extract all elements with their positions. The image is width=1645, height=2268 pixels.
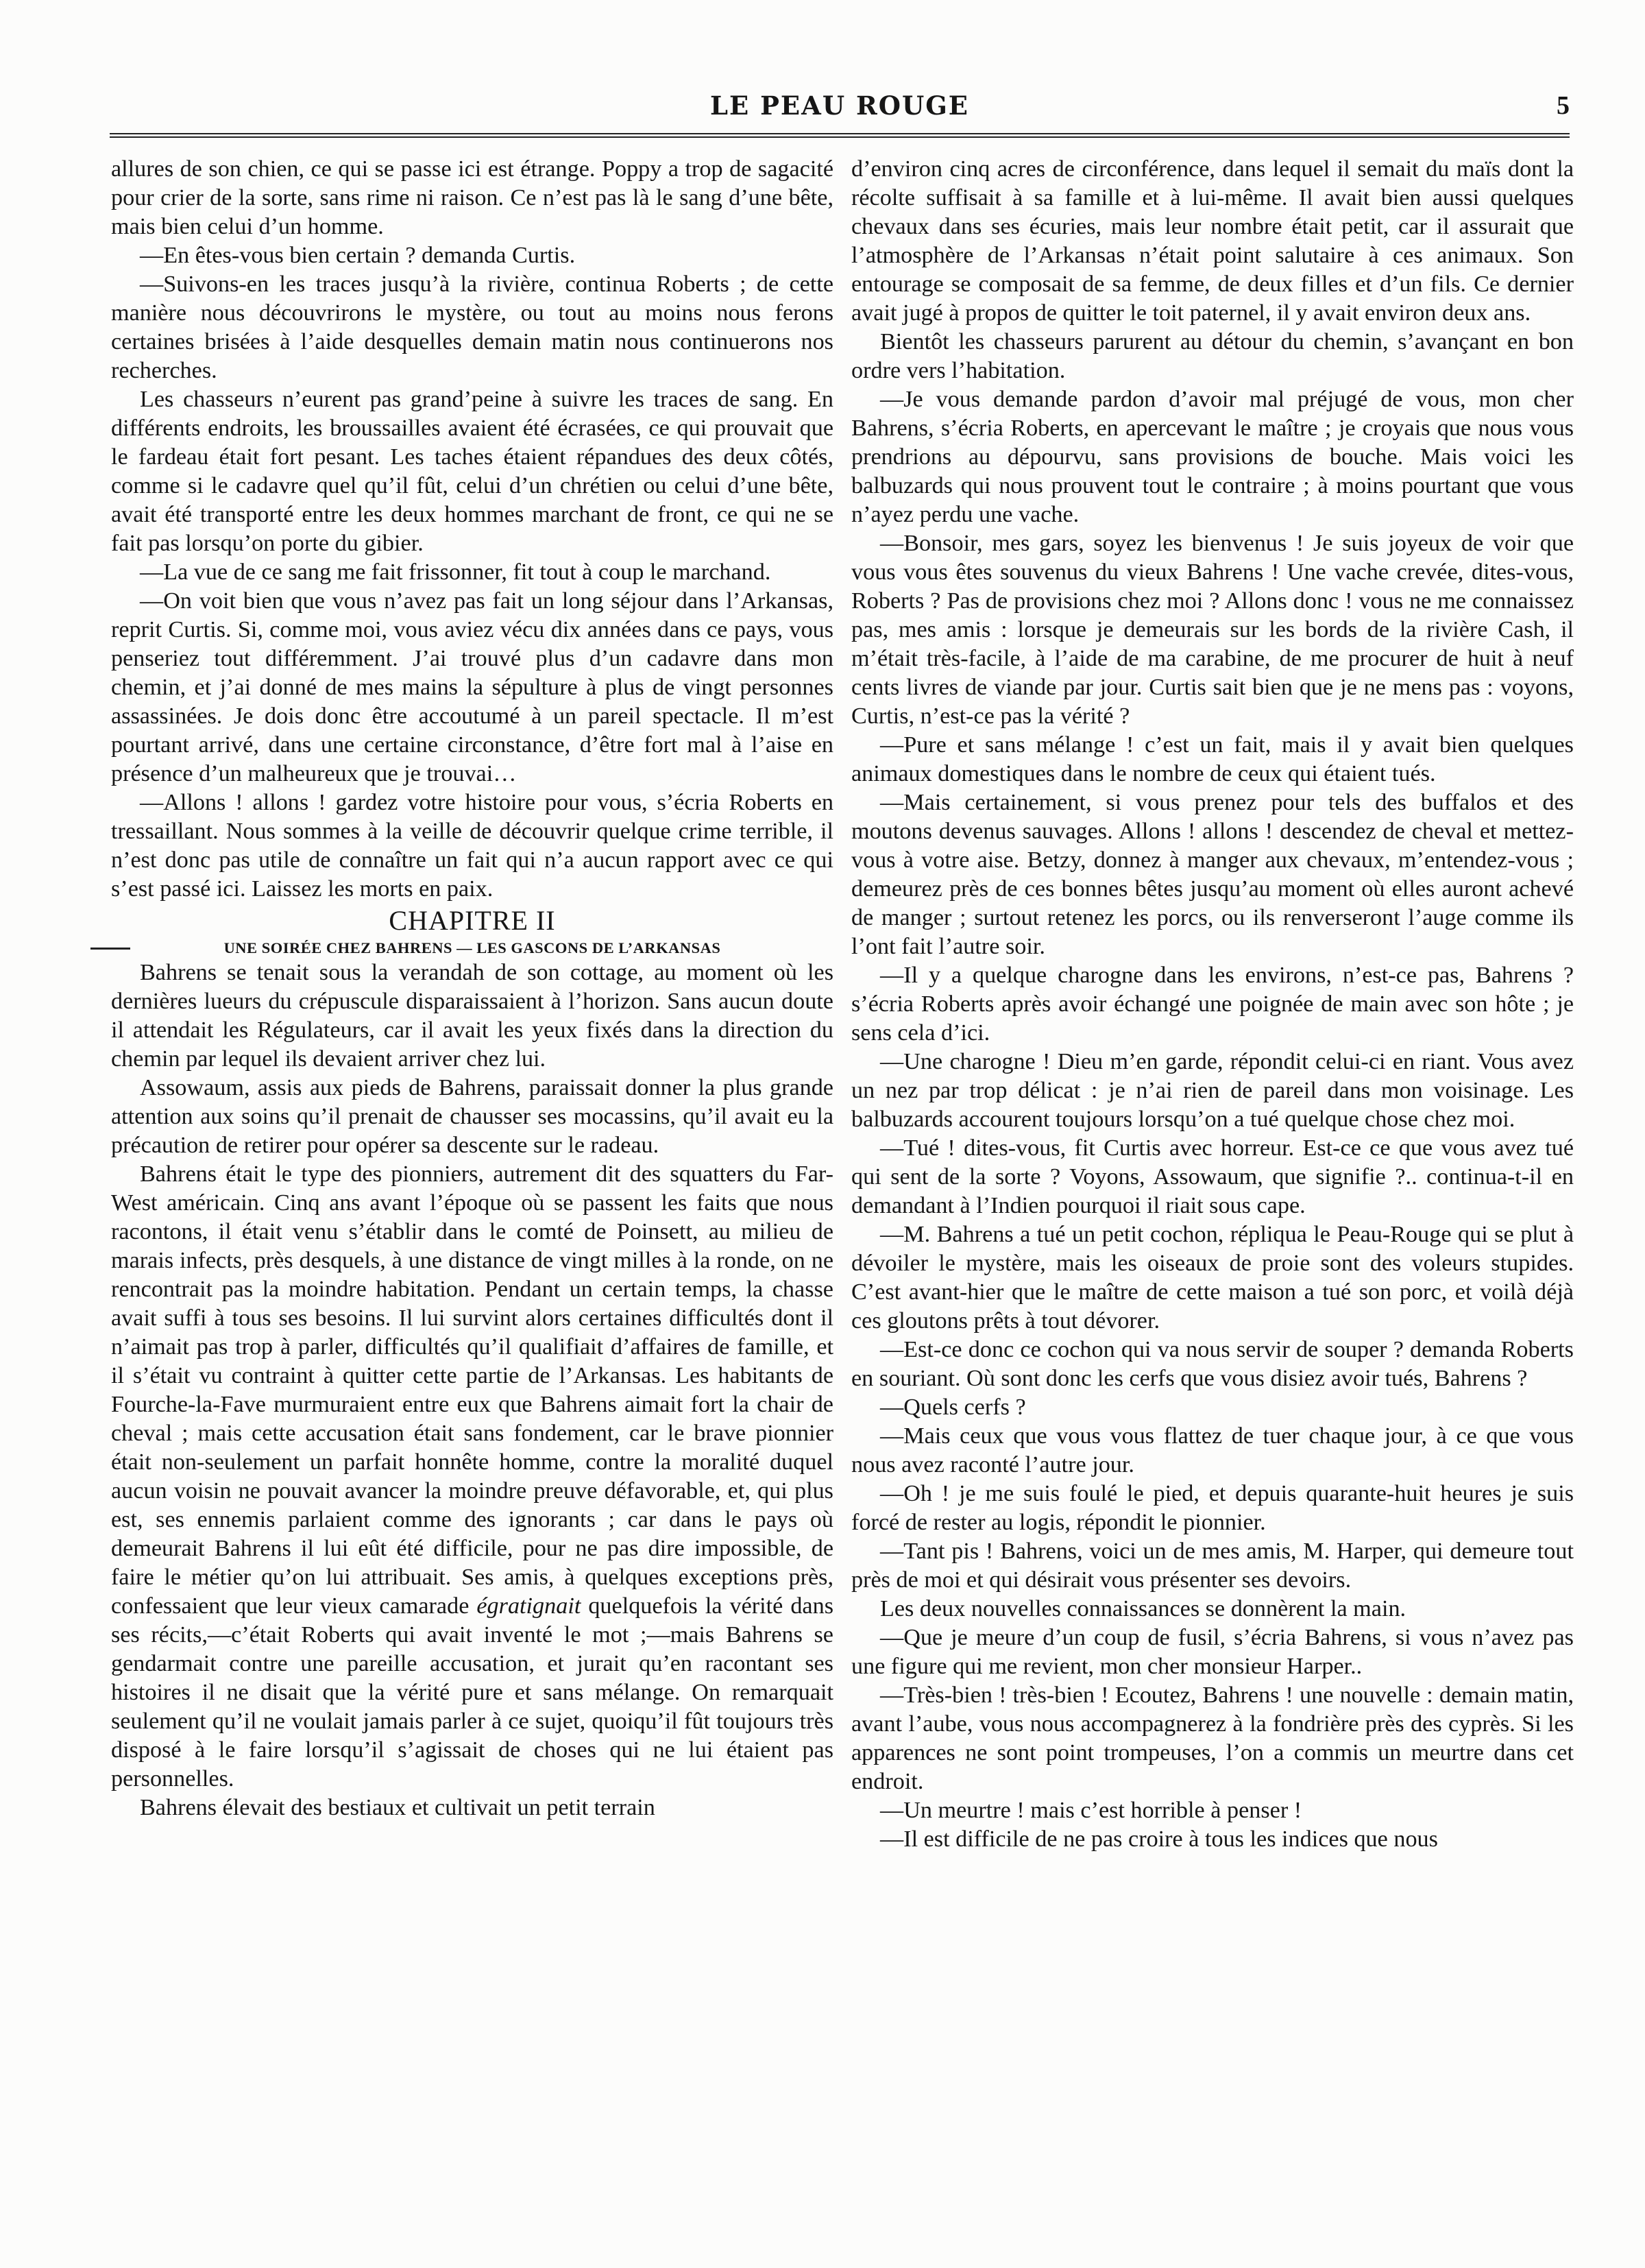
paragraph: —Mais certainement, si vous prenez pour tels des buffalos et des moutons devenus sauvages. Allons ! allons ! descendez de cheval et mettez-vous à votre aise. Betzy, donnez à manger aux chevaux, m’entendez-vous ; demeurez près de ces bonnes bêtes jusqu’au moment où elles auront achevé de manger ; surtout retenez les porcs, ou ils renverseront l’auge comme ils l’ont fait l’autre soir.	[851, 790, 1574, 959]
italic-word: égratignait	[476, 1593, 581, 1619]
paragraph: d’environ cinq acres de circonférence, dans lequel il semait du maïs dont la récolte suffisait à sa famille et à lui-même. Il avait bien aussi quelques chevaux dans ses écuries, mais leur nombre était petit, car il assurait que l’atmosphère de l’Arkansas n’était point salutaire à ces animaux. Son entourage se composait de sa femme, de deux filles et d’un fils. Ce dernier avait jugé à propos de quitter le toit paternel, il y avait environ deux ans.	[851, 156, 1574, 326]
header-rule	[110, 133, 1570, 138]
paragraph: Bientôt les chasseurs parurent au détour du chemin, s’avançant en bon ordre vers l’habitation.	[851, 329, 1574, 383]
paragraph: —Oh ! je me suis foulé le pied, et depuis quarante-huit heures je suis forcé de rester au logis, répondit le pionnier.	[851, 1481, 1574, 1535]
page-header	[110, 91, 1570, 132]
paragraph: —On voit bien que vous n’avez pas fait un long séjour dans l’Arkansas, reprit Curtis. Si, comme moi, vous aviez vécu dix années dans ce pays, vous penseriez tout différemment. J’ai trouvé plus d’un cadavre dans mon chemin, et j’ai donné de mes mains la sépulture à plus de vingt personnes assassinées. Je dois donc être accoutumé à un pareil spectacle. Il m’est pourtant arrivé, dans une certaine circonstance, d’être fort mal à l’aise en présence d’un malheureux que je trouvai…	[111, 588, 833, 786]
paragraph: —Très-bien ! très-bien ! Ecoutez, Bahrens ! une nouvelle : demain matin, avant l’aube, vous nous accompagnerez à la fondrière près des cyprès. Si les apparences ne sont point trompeuses, l’on a commis un meurtre dans cet endroit.	[851, 1682, 1574, 1794]
paragraph-with-italic	[111, 1160, 833, 1794]
paragraph: —Suivons-en les traces jusqu’à la rivière, continua Roberts ; de cette manière nous découvrirons le mystère, ou tout au moins nous ferons certaines brisées à l’aide desquelles demain matin nous continuerons nos recherches.	[111, 272, 833, 383]
paragraph: —Une charogne ! Dieu m’en garde, répondit celui-ci en riant. Vous avez un nez par trop délicat : je n’ai rien de pareil dans mon voisinage. Les balbuzards accourent toujours lorsqu’on a tué quelque chose chez moi.	[851, 1049, 1574, 1132]
paragraph: —Mais ceux que vous vous flattez de tuer chaque jour, à ce que vous nous avez raconté l’autre jour.	[851, 1423, 1574, 1477]
left-column	[111, 155, 833, 1822]
paragraph: —Quels cerfs ?	[880, 1395, 1026, 1420]
paragraph: —Je vous demande pardon d’avoir mal préjugé de vous, mon cher Bahrens, s’écria Roberts, en apercevant le maître ; je croyais que nous vous prendrions au dépourvu, sans provisions de bouche. Mais voici les balbuzards qui nous prouvent tout le contraire ; à moins pourtant que vous n’ayez perdu une vache.	[851, 387, 1574, 527]
paragraph: —Tant pis ! Bahrens, voici un de mes amis, M. Harper, qui demeure tout près de moi et qui désirait vous présenter ses devoirs.	[851, 1539, 1574, 1593]
paragraph: Bahrens se tenait sous la verandah de son cottage, au moment où les dernières lueurs du crépuscule disparaissaient à l’horizon. Sans aucun doute il attendait les Régulateurs, car il avait les yeux fixés dans la direction du chemin par lequel ils devaient arriver chez lui.	[111, 960, 833, 1072]
chapter-subtitle: UNE SOIRÉE CHEZ BAHRENS — LES GASCONS DE L’ARKANSAS	[111, 938, 833, 958]
paragraph: —Que je meure d’un coup de fusil, s’écria Bahrens, si vous n’avez pas une figure qui me revient, mon cher monsieur Harper..	[851, 1625, 1574, 1679]
chapter-title: CHAPITRE II	[389, 905, 556, 936]
paragraph: —M. Bahrens a tué un petit cochon, répliqua le Peau-Rouge qui se plut à dévoiler le mystère, mais les oiseaux de proie sont des voleurs stupides. C’est avant-hier que le maître de cette maison a tué son porc, et voilà déjà ces gloutons prêts à tout dévorer.	[851, 1222, 1574, 1334]
paragraph: —Bonsoir, mes gars, soyez les bienvenus ! Je suis joyeux de voir que vous vous êtes souvenus du vieux Bahrens ! Une vache crevée, dites-vous, Roberts ? Pas de provisions chez moi ? Allons donc ! vous ne me connaissez pas, mes amis : lorsque je demeurais sur les bords de la rivière Cash, il m’était très-facile, à l’aide de ma carabine, de me procurer de huit à neuf cents livres de viande par jour. Curtis sait bien que je ne mens pas : voyons, Curtis, n’est-ce pas la vérité ?	[851, 531, 1574, 729]
paragraph-text: quelquefois la vérité dans ses récits,—c’était Roberts qui avait inventé le mot ;—mais Bahrens se gendarmait contre une pareille accusation, et jurait qu’en racontant ses histoires il ne disait que la vérité pure et sans mélange. On remarquait seulement qu’il ne voulait jamais parler à ce sujet, quoiqu’il fût toujours très disposé à le faire lorsqu’il s’agissait de choses qui ne lui étaient pas personnelles.	[111, 1593, 833, 1792]
paragraph: —Tué ! dites-vous, fit Curtis avec horreur. Est-ce ce que vous avez tué qui sent de la sorte ? Voyons, Assowaum, que signifie ?.. continua-t-il en demandant à l’Indien pourquoi il riait sous cape.	[851, 1135, 1574, 1218]
paragraph: Les deux nouvelles connaissances se donnèrent la main.	[880, 1596, 1406, 1621]
paragraph: Bahrens élevait des bestiaux et cultivait un petit terrain	[140, 1795, 655, 1820]
paragraph: —Est-ce donc ce cochon qui va nous servir de souper ? demanda Roberts en souriant. Où sont donc les cerfs que vous disiez avoir tués, Bahrens ?	[851, 1337, 1574, 1391]
paragraph: Assowaum, assis aux pieds de Bahrens, paraissait donner la plus grande attention aux soins qu’il prenait de chausser ses mocassins, qu’il avait eu la précaution de retirer pour opérer sa descente sur le radeau.	[111, 1075, 833, 1158]
paragraph: —En êtes-vous bien certain ? demanda Curtis.	[140, 243, 576, 268]
paragraph: —Allons ! allons ! gardez votre histoire pour vous, s’écria Roberts en tressaillant. Nous sommes à la veille de découvrir quelque crime terrible, il n’est donc pas utile de connaître un fait qui n’a aucun rapport avec ce qui s’est passé ici. Laissez les morts en paix.	[111, 790, 833, 902]
paragraph-text: Bahrens était le type des pionniers, autrement dit des squatters du Far-West américain. Cinq ans avant l’époque où se passent les faits que nous racontons, il était venu s’établir dans le comté de Poinsett, au milieu de marais infects, près desquels, à une distance de vingt milles à la ronde, on ne rencontrait pas la moindre habitation. Pendant un certain temps, la chasse avait suffi à tous ses besoins. Il lui survint alors certaines difficultés dont il n’aimait pas trop à parler, difficultés qu’il qualifiait d’affaires de famille, et il s’était vu contraint à quitter cette partie de l’Arkansas. Les habitants de Fourche-la-Fave murmuraient entre eux que Bahrens aimait fort la chair de cheval ; mais cette accusation était sans fondement, car le brave pionnier était non-seulement un parfait honnête homme, contre la moralité duquel aucun voisin ne pouvait avancer la moindre preuve défavorable, et, qui plus est, ses ennemis parlaient comme des ignorants ; car dans le pays où demeurait Bahrens il lui eût été difficile, pour ne pas dire impossible, de faire le métier qu’on lui attribuait. Ses amis, à quelques exceptions près, confessaient que leur vieux camarade	[111, 1161, 833, 1619]
paragraph: —Il est difficile de ne pas croire à tous les indices que nous	[880, 1826, 1438, 1852]
page-number: 5	[1557, 91, 1570, 120]
paragraph: —Pure et sans mélange ! c’est un fait, mais il y avait bien quelques animaux domestiques dans le nombre de ceux qui étaient tués.	[851, 732, 1574, 786]
paragraph: —Il y a quelque charogne dans les environs, n’est-ce pas, Bahrens ? s’écria Roberts après avoir échangé une poignée de main avec son hôte ; je sens cela d’ici.	[851, 963, 1574, 1046]
paragraph: —Un meurtre ! mais c’est horrible à penser !	[880, 1798, 1302, 1823]
paragraph: —La vue de ce sang me fait frissonner, fit tout à coup le marchand.	[140, 559, 771, 585]
running-title: LE PEAU ROUGE	[709, 91, 970, 121]
paragraph: Les chasseurs n’eurent pas grand’peine à suivre les traces de sang. En différents endroits, les broussailles avaient été écrasées, ce qui prouvait que le fardeau était fort pesant. Les taches étaient répandues des deux côtés, comme si le cadavre quel qu’il fût, celui d’un chrétien ou celui d’une bête, avait été transporté entre les deux hommes marchant de front, ce qui ne se fait pas lorsqu’on porte du gibier.	[111, 387, 833, 556]
right-column	[851, 155, 1574, 1854]
paragraph: allures de son chien, ce qui se passe ici est étrange. Poppy a trop de sagacité pour crier de la sorte, sans rime ni raison. Ce n’est pas là le sang d’une bête, mais bien celui d’un homme.	[111, 156, 833, 239]
